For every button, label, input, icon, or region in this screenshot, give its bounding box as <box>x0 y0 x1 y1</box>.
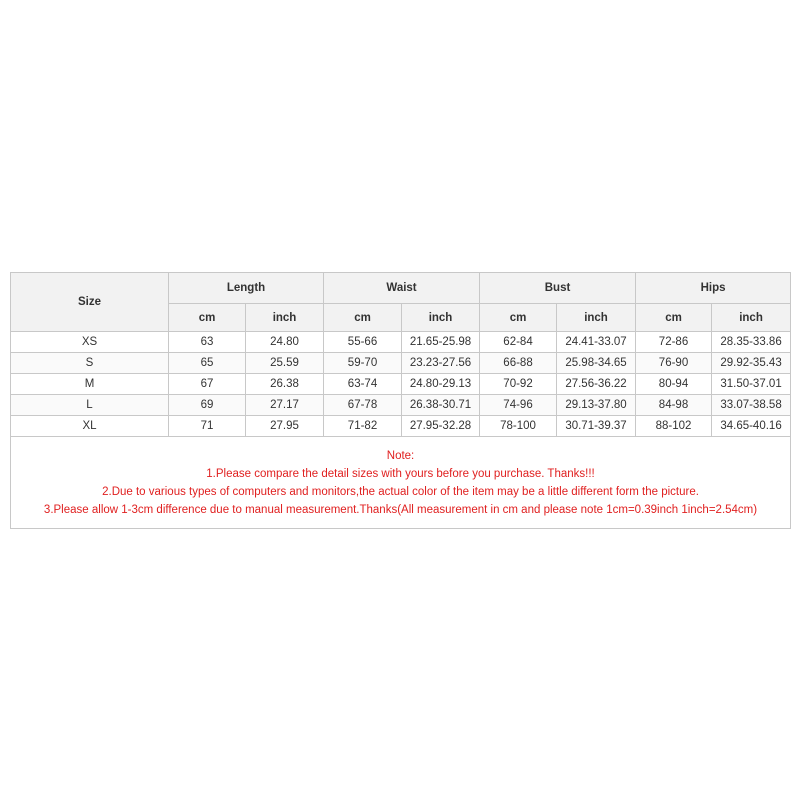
bust-inch-cell: 29.13-37.80 <box>557 395 636 416</box>
bust-inch-header: inch <box>557 304 636 332</box>
bust-cm-header: cm <box>480 304 557 332</box>
length-inch-cell: 26.38 <box>246 374 324 395</box>
waist-cm-cell: 55-66 <box>324 332 402 353</box>
waist-cm-header: cm <box>324 304 402 332</box>
size-cell: XL <box>11 416 169 437</box>
note-line-1: 1.Please compare the detail sizes with yours before you purchase. Thanks!!! <box>206 467 595 480</box>
bust-cm-cell: 78-100 <box>480 416 557 437</box>
length-cm-cell: 71 <box>169 416 246 437</box>
length-cm-header: cm <box>169 304 246 332</box>
length-inch-cell: 24.80 <box>246 332 324 353</box>
hips-cm-cell: 84-98 <box>636 395 712 416</box>
hips-inch-cell: 34.65-40.16 <box>712 416 791 437</box>
length-inch-cell: 27.95 <box>246 416 324 437</box>
table-row <box>11 374 791 395</box>
hips-cm-cell: 76-90 <box>636 353 712 374</box>
length-inch-cell: 27.17 <box>246 395 324 416</box>
bust-cm-cell: 66-88 <box>480 353 557 374</box>
hips-inch-cell: 33.07-38.58 <box>712 395 791 416</box>
notes-cell <box>11 437 791 529</box>
length-group-header: Length <box>169 273 324 304</box>
bust-inch-cell: 27.56-36.22 <box>557 374 636 395</box>
hips-cm-cell: 88-102 <box>636 416 712 437</box>
length-cm-cell: 63 <box>169 332 246 353</box>
length-inch-header: inch <box>246 304 324 332</box>
size-column-header: Size <box>11 273 169 332</box>
hips-cm-header: cm <box>636 304 712 332</box>
hips-inch-header: inch <box>712 304 791 332</box>
hips-inch-cell: 28.35-33.86 <box>712 332 791 353</box>
length-cm-cell: 69 <box>169 395 246 416</box>
note-title: Note: <box>386 449 415 462</box>
waist-inch-cell: 24.80-29.13 <box>402 374 480 395</box>
length-cm-cell: 65 <box>169 353 246 374</box>
hips-cm-cell: 72-86 <box>636 332 712 353</box>
length-inch-cell: 25.59 <box>246 353 324 374</box>
size-cell: S <box>11 353 169 374</box>
waist-group-header: Waist <box>324 273 480 304</box>
waist-inch-cell: 26.38-30.71 <box>402 395 480 416</box>
bust-cm-cell: 70-92 <box>480 374 557 395</box>
size-cell: XS <box>11 332 169 353</box>
bust-group-header: Bust <box>480 273 636 304</box>
hips-cm-cell: 80-94 <box>636 374 712 395</box>
size-cell: L <box>11 395 169 416</box>
table-row <box>11 353 791 374</box>
table-row <box>11 416 791 437</box>
waist-cm-cell: 59-70 <box>324 353 402 374</box>
bust-inch-cell: 25.98-34.65 <box>557 353 636 374</box>
waist-inch-header: inch <box>402 304 480 332</box>
length-cm-cell: 67 <box>169 374 246 395</box>
table-row <box>11 332 791 353</box>
note-line-3: 3.Please allow 1-3cm difference due to manual measurement.Thanks(All measurement in cm and please note 1cm=0.39inch 1inch=2.54cm) <box>43 503 758 516</box>
hips-inch-cell: 31.50-37.01 <box>712 374 791 395</box>
bust-cm-cell: 74-96 <box>480 395 557 416</box>
bust-inch-cell: 30.71-39.37 <box>557 416 636 437</box>
note-line-2: 2.Due to various types of computers and monitors,the actual color of the item may be a little different form the picture. <box>102 485 699 498</box>
bust-inch-cell: 24.41-33.07 <box>557 332 636 353</box>
notes-row <box>11 437 791 529</box>
hips-inch-cell: 29.92-35.43 <box>712 353 791 374</box>
size-data-body <box>11 332 791 437</box>
header-row-groups <box>11 273 791 304</box>
size-chart-table <box>10 272 791 529</box>
hips-group-header: Hips <box>636 273 791 304</box>
waist-inch-cell: 21.65-25.98 <box>402 332 480 353</box>
waist-inch-cell: 27.95-32.28 <box>402 416 480 437</box>
waist-cm-cell: 71-82 <box>324 416 402 437</box>
waist-inch-cell: 23.23-27.56 <box>402 353 480 374</box>
size-cell: M <box>11 374 169 395</box>
waist-cm-cell: 63-74 <box>324 374 402 395</box>
table-row <box>11 395 791 416</box>
bust-cm-cell: 62-84 <box>480 332 557 353</box>
waist-cm-cell: 67-78 <box>324 395 402 416</box>
